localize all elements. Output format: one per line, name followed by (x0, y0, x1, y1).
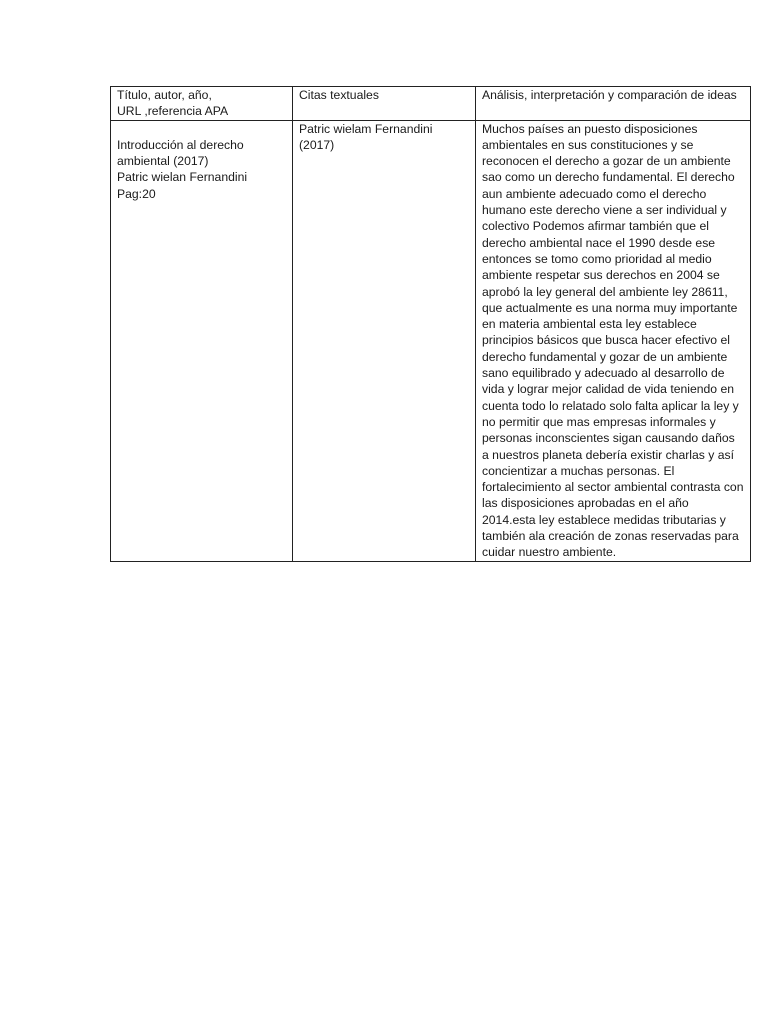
quote-text: Patric wielam Fernandini (2017) (299, 121, 433, 152)
blank-line (117, 121, 286, 137)
analysis-text: Muchos países an puesto disposiciones ambientales en sus constituciones y se reconocen el derecho a gozar de un ambiente sao como un derecho fundamental. El derecho aun ambiente adecuado como el derecho humano este derecho viene a ser individual y colectivo Podemos afirmar también que el derecho ambiental nace el 1990 desde ese entonces se tomo como prioridad al medio ambiente respetar sus derechos en 2004 se aprobó la ley general del ambiente ley 28611, que actualmente es una norma muy importante en materia ambiental esta ley establece principios básicos que busca hacer efectivo el derecho fundamental y gozar de un ambiente sano equilibrado y adecuado al desarrollo de vida y lograr mejor calidad de vida teniendo en cuenta todo lo relatado solo falta aplicar la ley y no permitir que mas empresas informales y personas inconscientes sigan causando daños a nuestros planeta debería existir charlas y así concientizar a muchas personas. El fortalecimiento al sector ambiental contrasta con las disposiciones aprobadas en el año 2014.esta ley establece medidas tributarias y también ala creación de zonas reservadas para cuidar nuestro ambiente. (482, 121, 744, 560)
analysis-table (110, 86, 751, 562)
row-cell-reference (111, 120, 293, 561)
header-quotes-label: Citas textuales (299, 88, 379, 102)
header-reference-line2: URL ,referencia APA (117, 104, 229, 119)
row-cell-analysis (476, 120, 751, 561)
table-row (111, 120, 751, 561)
reference-author: Patric wielan Fernandini (117, 170, 248, 185)
row-cell-quotes (293, 120, 476, 561)
table-header-row (111, 87, 751, 121)
header-reference-line1: Título, autor, año, (117, 88, 212, 102)
header-cell-reference (111, 87, 293, 121)
header-analysis-label: Análisis, interpretación y comparación de ideas (482, 88, 737, 102)
reference-title: Introducción al derecho ambiental (2017) (117, 137, 244, 169)
reference-page: Pag:20 (117, 186, 156, 201)
header-cell-analysis (476, 87, 751, 121)
header-cell-quotes (293, 87, 476, 121)
